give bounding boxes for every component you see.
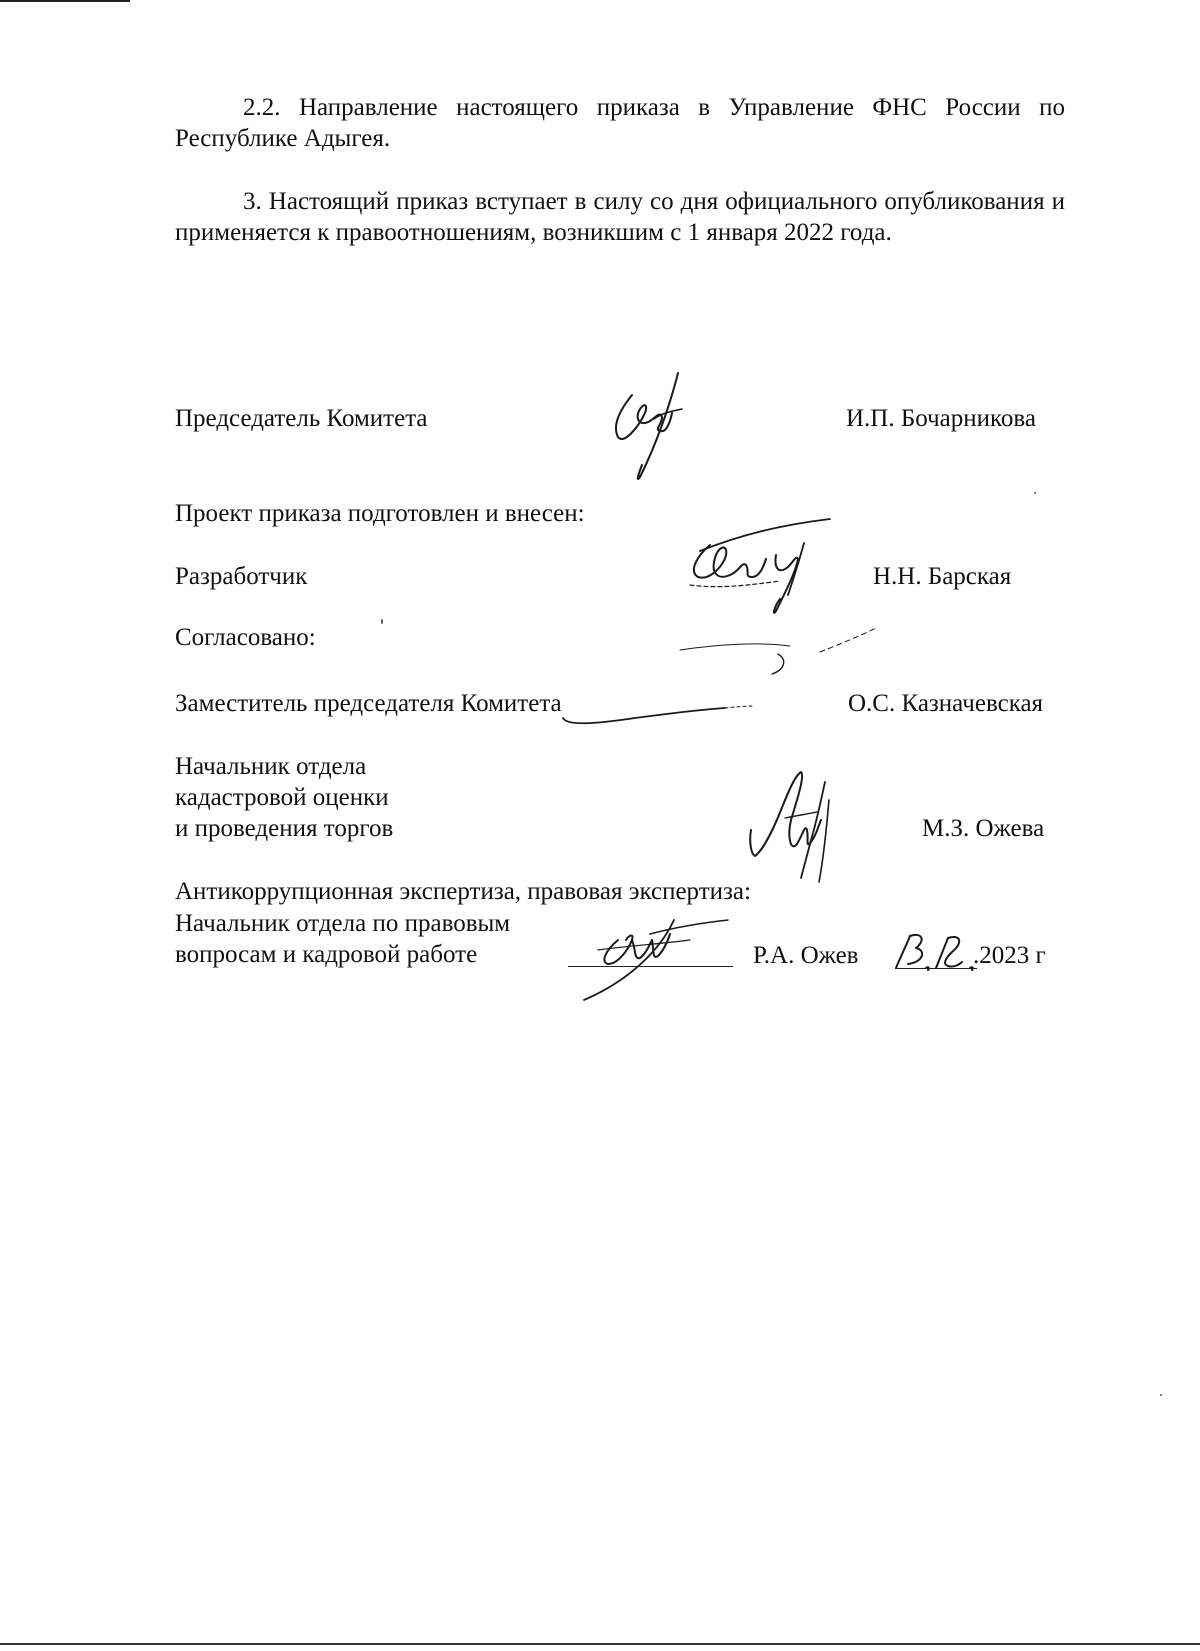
department-head-title-line-2: кадастровой оценки: [175, 784, 389, 811]
agreed-heading: Согласовано:: [175, 624, 316, 651]
date-year: .2023 г: [973, 942, 1046, 969]
paragraph-3: 3. Настоящий приказ вступает в силу со дня официального опубликования и применяется к правоотношениям, возникшим с 1 января 2022 года.: [175, 188, 1065, 246]
department-head-title-line-1: Начальник отдела: [175, 753, 367, 780]
chairman-title: Председатель Комитета: [175, 405, 428, 432]
scan-speck: [381, 619, 383, 624]
legal-head-signature: [570, 900, 750, 1005]
department-head-signature: [745, 760, 855, 890]
date-underline: [895, 968, 977, 969]
chairman-signature: [600, 365, 710, 485]
project-heading: Проект приказа подготовлен и внесен:: [175, 500, 585, 527]
deputy-name: О.С. Казначевская: [848, 690, 1044, 717]
legal-head-name: Р.А. Ожев: [753, 942, 859, 969]
developer-name: Н.Н. Барская: [873, 563, 1012, 590]
expertise-heading: Антикоррупционная экспертиза, правовая экспертиза:: [175, 878, 751, 905]
department-head-name: М.З. Ожева: [922, 815, 1045, 842]
legal-head-title: [175, 908, 510, 970]
developer-role: Разработчик: [175, 563, 308, 590]
scan-speck: [1034, 492, 1036, 494]
scan-speck: [1160, 1394, 1162, 1396]
scan-edge-top: [0, 0, 130, 2]
deputy-signature: [555, 690, 755, 730]
faint-mark: [680, 620, 880, 690]
department-head-title-line-3: и проведения торгов: [175, 815, 394, 842]
chairman-name: И.П. Бочарникова: [846, 405, 1036, 432]
paragraph-2-2: 2.2. Направление настоящего приказа в Управление ФНС России по Республике Адыгея.: [175, 94, 1065, 152]
scan-edge-bottom: [0, 1643, 1200, 1645]
deputy-title: Заместитель председателя Комитета: [175, 690, 562, 717]
legal-head-title-line-1: Начальник отдела по правовым: [175, 910, 511, 937]
department-head-title: [175, 751, 393, 844]
developer-signature: [680, 515, 840, 625]
legal-head-title-line-2: вопросам и кадровой работе: [175, 941, 478, 968]
